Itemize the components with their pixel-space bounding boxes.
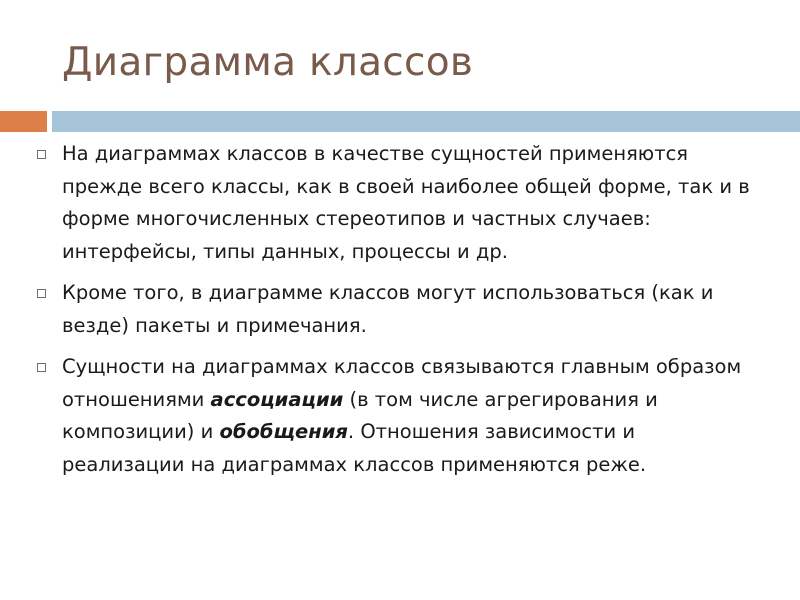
bullet-text-run: Кроме того, в диаграмме классов могут использоваться (как и везде) пакеты и примечания. [62, 281, 714, 337]
bullet-list [35, 138, 755, 490]
emphasized-term-generalization: обобщения [219, 420, 348, 443]
hollow-square-bullet-icon [37, 150, 46, 159]
bullet-text [62, 355, 741, 476]
emphasized-term-association: ассоциации [210, 387, 344, 411]
hollow-square-bullet-icon [37, 289, 46, 298]
title-accent-bar [0, 111, 47, 132]
bullet-item [35, 138, 755, 268]
bullet-text-run: . Отношения зависимости и реализации на диаграммах классов применяются реже. [62, 420, 647, 476]
hollow-square-bullet-icon [37, 363, 46, 372]
bullet-text-run: На диаграммах классов в качестве сущностей применяются прежде всего классы, как в своей наиболее общей форме, так и в форме многочисленных стереотипов и частных случаев: интерфейсы, типы данных, процессы и др. [62, 142, 750, 263]
bullet-text [62, 281, 713, 337]
bullet-item [35, 277, 755, 342]
bullet-text-run: Сущности на диаграммах классов связываются главным образом отношениями [62, 355, 742, 411]
title-rule-bar [52, 111, 800, 132]
bullet-text [62, 142, 750, 263]
bullet-text-run: (в том числе агрегирования и композиции) и [62, 387, 658, 443]
slide-title: Диаграмма классов [62, 40, 474, 85]
bullet-item [35, 351, 755, 481]
